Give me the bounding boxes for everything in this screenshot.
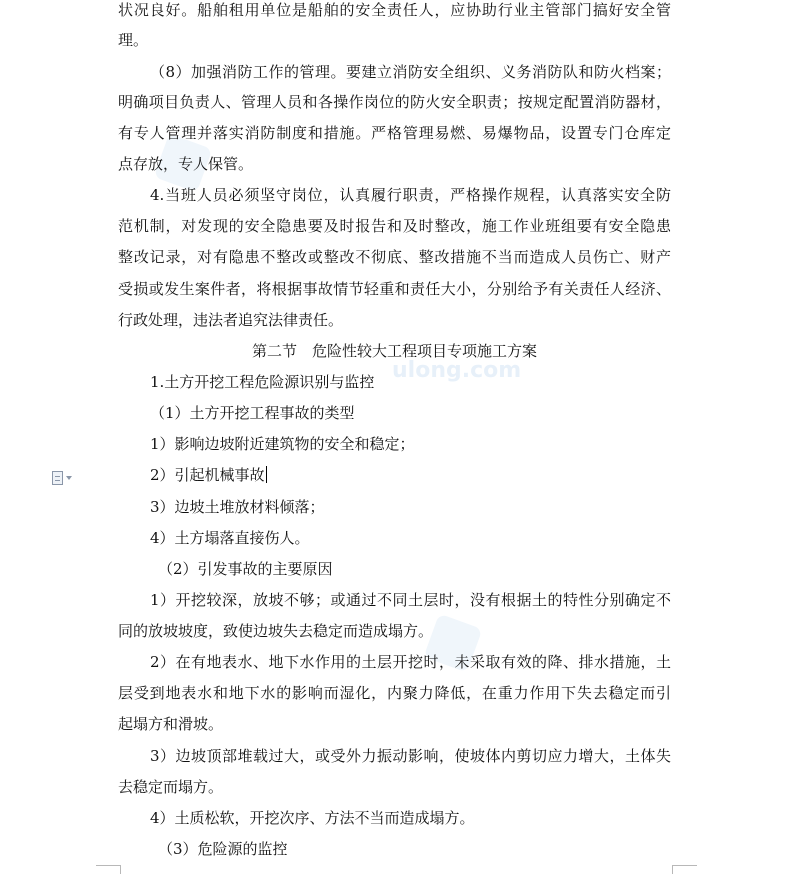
paragraph-line: 1.土方开挖工程危险源识别与监控 xyxy=(150,373,375,391)
section-heading: 第二节 危险性较大工程项目专项施工方案 xyxy=(251,342,537,360)
paragraph-line: 范机制，对发现的安全隐患要及时报告和及时整改，施工作业班组要有安全隐患 xyxy=(118,217,671,235)
paragraph-line: （3）危险源的监控 xyxy=(158,840,288,858)
paragraph-line: 4.当班人员必须坚守岗位，认真履行职责，严格操作规程，认真落实安全防 xyxy=(150,186,671,204)
paragraph-line: 3）边坡顶部堆载过大，或受外力振动影响，使坡体内剪切应力增大，土体失 xyxy=(150,747,671,765)
paragraph-line: 状况良好。船舶租用单位是船舶的安全责任人，应协助行业主管部门搞好安全管 xyxy=(118,1,671,19)
paragraph-line: 同的放坡坡度，致使边坡失去稳定而造成塌方。 xyxy=(118,622,434,640)
paragraph-line: 4）土质松软，开挖次序、方法不当而造成塌方。 xyxy=(150,809,475,827)
paragraph-line-with-caret[interactable] xyxy=(150,465,703,485)
paragraph-line: 明确项目负责人、管理人员和各操作岗位的防火安全职责；按规定配置消防器材， xyxy=(118,93,671,111)
paragraph-line: 层受到地表水和地下水的影响而湿化，内聚力降低，在重力作用下失去稳定而引 xyxy=(118,684,671,702)
paragraph-line: 点存放，专人保管。 xyxy=(118,155,254,173)
paragraph-line: 1）影响边坡附近建筑物的安全和稳定； xyxy=(150,435,415,453)
paragraph-line: （8）加强消防工作的管理。要建立消防安全组织、义务消防队和防火档案； xyxy=(150,63,671,81)
paragraph-line: 理。 xyxy=(118,31,149,49)
paragraph-line: （2）引发事故的主要原因 xyxy=(158,560,333,578)
paragraph-line: 去稳定而塌方。 xyxy=(118,778,224,796)
paragraph-layout-button[interactable] xyxy=(52,469,78,487)
paragraph-line: 整改记录，对有隐患不整改或整改不彻底、整改措施不当而造成人员伤亡、财产 xyxy=(118,248,671,266)
paragraph-line: 1）开挖较深，放坡不够；或通过不同土层时，没有根据土的特性分别确定不 xyxy=(150,591,671,609)
watermark-text: ulong.com xyxy=(392,358,522,383)
paragraph-line: （1）土方开挖工程事故的类型 xyxy=(150,404,355,422)
paragraph-line: 行政处理，违法者追究法律责任。 xyxy=(118,311,344,329)
paragraph-line: 有专人管理并落实消防制度和措施。严格管理易燃、易爆物品，设置专门仓库定 xyxy=(118,124,671,142)
paragraph-line: 4）土方塌落直接伤人。 xyxy=(150,529,310,547)
paragraph-line: 2）在有地表水、地下水作用的土层开挖时，未采取有效的降、排水措施，土 xyxy=(150,653,671,671)
document-icon xyxy=(52,471,63,485)
paragraph-line: 起塌方和滑坡。 xyxy=(118,715,224,733)
paragraph-line: 受损或发生案件者，将根据事故情节轻重和责任大小，分别给予有关责任人经济、 xyxy=(118,280,671,298)
paragraph-line-text: 2）引起机械事故 xyxy=(150,466,265,484)
chevron-down-icon xyxy=(66,476,72,480)
paragraph-line: 3）边坡土堆放材料倾落； xyxy=(150,498,325,516)
text-caret xyxy=(266,466,267,483)
